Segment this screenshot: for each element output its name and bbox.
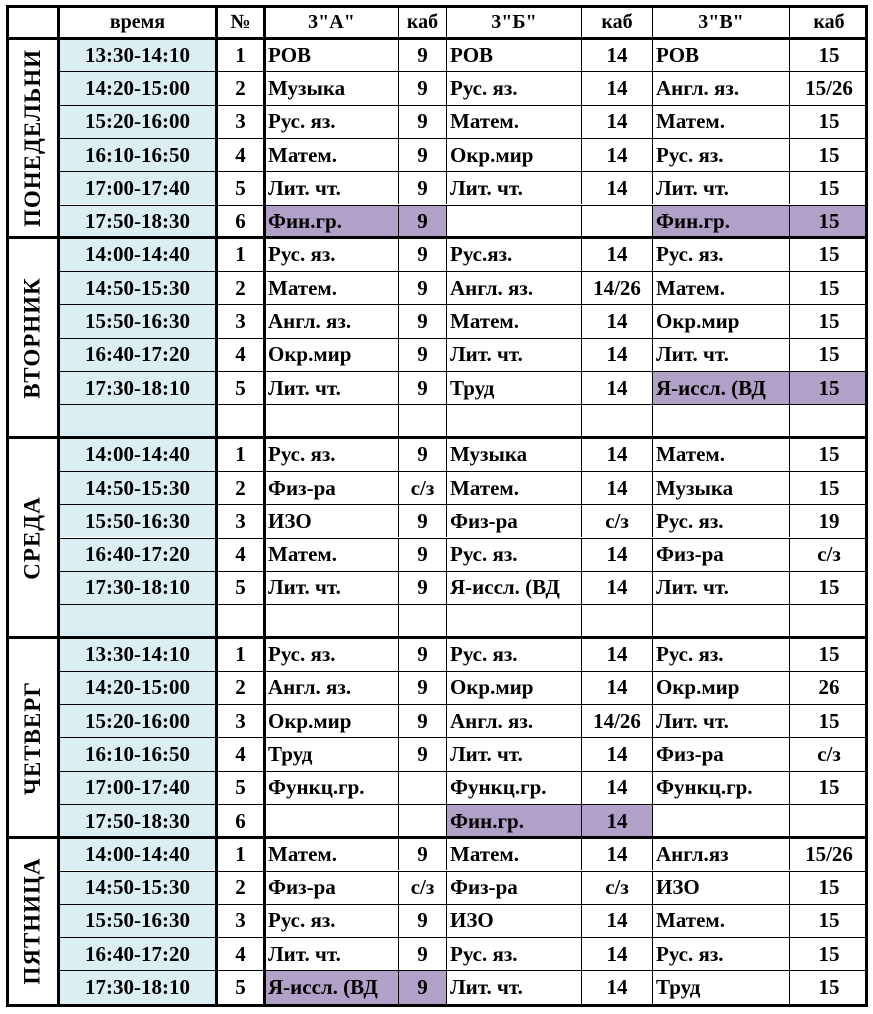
cell-time: 16:40-17:20 xyxy=(58,538,216,571)
cell-a: РОВ xyxy=(264,38,398,71)
cell-v-room: 15 xyxy=(789,704,868,737)
cell-time xyxy=(58,404,216,437)
header-class-a: 3"А" xyxy=(264,5,398,38)
cell-time: 14:20-15:00 xyxy=(58,71,216,104)
cell-num: 5 xyxy=(216,970,264,1003)
cell-num: 2 xyxy=(216,271,264,304)
cell-b: Матем. xyxy=(446,105,581,138)
cell-v: Функц.гр. xyxy=(652,771,789,804)
day-separator xyxy=(6,836,868,839)
cell-a: Матем. xyxy=(264,271,398,304)
cell-b: Лит. чт. xyxy=(446,171,581,204)
cell-a: Я-иссл. (ВД xyxy=(264,970,398,1003)
cell-num: 4 xyxy=(216,737,264,770)
cell-b xyxy=(446,404,581,437)
cell-v: Матем. xyxy=(652,105,789,138)
cell-v-room: 15 xyxy=(789,771,868,804)
cell-v: Рус. яз. xyxy=(652,937,789,970)
cell-b: Лит. чт. xyxy=(446,970,581,1003)
cell-v-room: 15 xyxy=(789,904,868,937)
cell-v: Рус. яз. xyxy=(652,504,789,537)
cell-num: 4 xyxy=(216,138,264,171)
header-time: время xyxy=(58,5,216,38)
cell-b: Матем. xyxy=(446,837,581,870)
cell-b-room xyxy=(581,604,652,637)
cell-a: Фин.гр. xyxy=(264,205,398,238)
cell-a-room: 9 xyxy=(398,38,446,71)
cell-v: Лит. чт. xyxy=(652,571,789,604)
cell-v-room xyxy=(789,604,868,637)
cell-b-room: 14 xyxy=(581,737,652,770)
cell-a: Окр.мир xyxy=(264,704,398,737)
cell-a: Матем. xyxy=(264,538,398,571)
cell-v: Музыка xyxy=(652,471,789,504)
cell-v-room: 15/26 xyxy=(789,71,868,104)
cell-time: 17:50-18:30 xyxy=(58,205,216,238)
cell-v: Труд xyxy=(652,970,789,1003)
cell-time: 14:00-14:40 xyxy=(58,837,216,870)
cell-a: Музыка xyxy=(264,71,398,104)
day-name: СРЕДА xyxy=(19,496,45,580)
cell-a-room: 9 xyxy=(398,504,446,537)
day-separator xyxy=(6,636,868,639)
cell-v xyxy=(652,804,789,837)
cell-num: 3 xyxy=(216,704,264,737)
cell-b: ИЗО xyxy=(446,904,581,937)
cell-v: Лит. чт. xyxy=(652,171,789,204)
cell-a-room xyxy=(398,604,446,637)
day-name: ЧЕТВЕРГ xyxy=(19,680,45,795)
cell-b-room: 14 xyxy=(581,671,652,704)
cell-time: 15:20-16:00 xyxy=(58,704,216,737)
header-room-a: каб xyxy=(398,5,446,38)
cell-time xyxy=(58,604,216,637)
cell-v-room: 15 xyxy=(789,138,868,171)
cell-a-room: 9 xyxy=(398,571,446,604)
cell-b: РОВ xyxy=(446,38,581,71)
cell-v-room: 15 xyxy=(789,205,868,238)
cell-b-room: 14 xyxy=(581,238,652,271)
header-class-v: 3"В" xyxy=(652,5,789,38)
cell-b: Лит. чт. xyxy=(446,338,581,371)
day-label xyxy=(6,38,58,238)
cell-num: 2 xyxy=(216,71,264,104)
cell-a-room: 9 xyxy=(398,837,446,870)
cell-b-room xyxy=(581,205,652,238)
cell-a: Рус. яз. xyxy=(264,238,398,271)
cell-v-room: 15 xyxy=(789,970,868,1003)
cell-num: 2 xyxy=(216,671,264,704)
cell-time: 13:30-14:10 xyxy=(58,637,216,670)
cell-a: ИЗО xyxy=(264,504,398,537)
cell-b: Функц.гр. xyxy=(446,771,581,804)
cell-v-room: 15 xyxy=(789,871,868,904)
cell-b-room: 14 xyxy=(581,937,652,970)
cell-v: Окр.мир xyxy=(652,304,789,337)
cell-v: Лит. чт. xyxy=(652,338,789,371)
cell-num: 5 xyxy=(216,371,264,404)
cell-v: Рус. яз. xyxy=(652,138,789,171)
cell-num: 3 xyxy=(216,304,264,337)
cell-b: Окр.мир xyxy=(446,671,581,704)
cell-a-room: 9 xyxy=(398,737,446,770)
cell-time: 17:00-17:40 xyxy=(58,171,216,204)
day-separator xyxy=(6,37,868,40)
cell-b: Музыка xyxy=(446,438,581,471)
cell-num: 5 xyxy=(216,171,264,204)
cell-time: 17:30-18:10 xyxy=(58,371,216,404)
cell-b-room: 14 xyxy=(581,105,652,138)
cell-v-room: 15 xyxy=(789,238,868,271)
cell-a-room: 9 xyxy=(398,637,446,670)
cell-b-room: с/з xyxy=(581,871,652,904)
day-separator xyxy=(6,236,868,239)
cell-a xyxy=(264,604,398,637)
cell-b-room: 14 xyxy=(581,904,652,937)
cell-time: 15:20-16:00 xyxy=(58,105,216,138)
cell-b: Я-иссл. (ВД xyxy=(446,571,581,604)
cell-v-room xyxy=(789,404,868,437)
cell-num xyxy=(216,404,264,437)
cell-num: 5 xyxy=(216,571,264,604)
cell-a: Лит. чт. xyxy=(264,571,398,604)
cell-b-room: с/з xyxy=(581,504,652,537)
cell-b-room: 14 xyxy=(581,71,652,104)
cell-a: Рус. яз. xyxy=(264,904,398,937)
day-label xyxy=(6,238,58,438)
cell-v-room: 15 xyxy=(789,637,868,670)
header-room-b: каб xyxy=(581,5,652,38)
cell-b-room: 14/26 xyxy=(581,704,652,737)
cell-b-room: 14 xyxy=(581,438,652,471)
cell-v-room: 15 xyxy=(789,338,868,371)
cell-a-room: 9 xyxy=(398,538,446,571)
cell-a: Рус. яз. xyxy=(264,438,398,471)
day-label xyxy=(6,637,58,837)
day-name: ПЯТНИЦА xyxy=(19,857,45,985)
cell-a-room xyxy=(398,804,446,837)
day-label xyxy=(6,438,58,638)
cell-time: 14:50-15:30 xyxy=(58,871,216,904)
cell-time: 14:20-15:00 xyxy=(58,671,216,704)
cell-time: 13:30-14:10 xyxy=(58,38,216,71)
cell-v-room: 15/26 xyxy=(789,837,868,870)
cell-time: 14:00-14:40 xyxy=(58,438,216,471)
cell-num: 1 xyxy=(216,38,264,71)
cell-b xyxy=(446,604,581,637)
cell-time: 15:50-16:30 xyxy=(58,504,216,537)
cell-v-room: 26 xyxy=(789,671,868,704)
column-separator xyxy=(57,5,60,1007)
header-class-b: 3"Б" xyxy=(446,5,581,38)
cell-v-room: 15 xyxy=(789,438,868,471)
cell-num: 6 xyxy=(216,804,264,837)
cell-b-room xyxy=(581,404,652,437)
cell-time: 17:30-18:10 xyxy=(58,571,216,604)
cell-v-room: 19 xyxy=(789,504,868,537)
cell-v: Англ.яз xyxy=(652,837,789,870)
cell-b: Рус. яз. xyxy=(446,71,581,104)
cell-time: 16:10-16:50 xyxy=(58,737,216,770)
cell-b: Лит. чт. xyxy=(446,737,581,770)
cell-v: Фин.гр. xyxy=(652,205,789,238)
cell-b-room: 14 xyxy=(581,138,652,171)
cell-v: ИЗО xyxy=(652,871,789,904)
cell-a-room: 9 xyxy=(398,338,446,371)
cell-num: 2 xyxy=(216,871,264,904)
cell-a-room: с/з xyxy=(398,871,446,904)
cell-b-room: 14 xyxy=(581,538,652,571)
header-room-v: каб xyxy=(789,5,868,38)
cell-a: Рус. яз. xyxy=(264,637,398,670)
cell-num: 4 xyxy=(216,338,264,371)
cell-v-room: 15 xyxy=(789,304,868,337)
cell-v-room: 15 xyxy=(789,38,868,71)
cell-a xyxy=(264,804,398,837)
column-separator xyxy=(263,5,266,1007)
day-name: ВТОРНИК xyxy=(19,277,45,399)
cell-b-room: 14 xyxy=(581,471,652,504)
header-number: № xyxy=(216,5,264,38)
cell-a: Физ-ра xyxy=(264,871,398,904)
cell-a-room: 9 xyxy=(398,371,446,404)
cell-num: 3 xyxy=(216,504,264,537)
cell-a-room: 9 xyxy=(398,171,446,204)
cell-v: Я-иссл. (ВД xyxy=(652,371,789,404)
cell-a-room: 9 xyxy=(398,304,446,337)
cell-b: Фин.гр. xyxy=(446,804,581,837)
cell-a-room: 9 xyxy=(398,105,446,138)
cell-num: 2 xyxy=(216,471,264,504)
cell-b-room: 14 xyxy=(581,338,652,371)
cell-v-room: 15 xyxy=(789,471,868,504)
cell-b-room: 14 xyxy=(581,970,652,1003)
column-separator xyxy=(215,5,218,1007)
day-separator xyxy=(6,436,868,439)
cell-time: 14:50-15:30 xyxy=(58,471,216,504)
cell-b: Труд xyxy=(446,371,581,404)
cell-v-room: 15 xyxy=(789,371,868,404)
cell-a: Англ. яз. xyxy=(264,671,398,704)
cell-v: Рус. яз. xyxy=(652,238,789,271)
cell-num: 3 xyxy=(216,904,264,937)
cell-v xyxy=(652,604,789,637)
cell-v: Физ-ра xyxy=(652,538,789,571)
cell-b: Матем. xyxy=(446,471,581,504)
cell-v-room: 15 xyxy=(789,571,868,604)
cell-time: 17:30-18:10 xyxy=(58,970,216,1003)
cell-b-room: 14 xyxy=(581,304,652,337)
cell-num: 1 xyxy=(216,637,264,670)
cell-b-room: 14 xyxy=(581,837,652,870)
cell-v-room: 15 xyxy=(789,271,868,304)
cell-a: Англ. яз. xyxy=(264,304,398,337)
cell-v xyxy=(652,404,789,437)
cell-num xyxy=(216,604,264,637)
cell-a: Труд xyxy=(264,737,398,770)
cell-a-room xyxy=(398,404,446,437)
cell-time: 16:10-16:50 xyxy=(58,138,216,171)
cell-num: 4 xyxy=(216,937,264,970)
cell-b: Физ-ра xyxy=(446,504,581,537)
cell-v-room: 15 xyxy=(789,937,868,970)
cell-a-room: 9 xyxy=(398,71,446,104)
cell-a: Лит. чт. xyxy=(264,171,398,204)
cell-time: 16:40-17:20 xyxy=(58,937,216,970)
cell-b-room: 14 xyxy=(581,637,652,670)
cell-b-room: 14 xyxy=(581,371,652,404)
cell-b-room: 14 xyxy=(581,771,652,804)
cell-v-room: с/з xyxy=(789,737,868,770)
cell-v: Физ-ра xyxy=(652,737,789,770)
cell-a: Функц.гр. xyxy=(264,771,398,804)
cell-v: Матем. xyxy=(652,271,789,304)
cell-b-room: 14 xyxy=(581,571,652,604)
cell-v: Лит. чт. xyxy=(652,704,789,737)
cell-b: Рус. яз. xyxy=(446,637,581,670)
cell-time: 14:00-14:40 xyxy=(58,238,216,271)
cell-a: Матем. xyxy=(264,837,398,870)
cell-time: 14:50-15:30 xyxy=(58,271,216,304)
cell-time: 15:50-16:30 xyxy=(58,904,216,937)
cell-a: Матем. xyxy=(264,138,398,171)
cell-a xyxy=(264,404,398,437)
cell-b: Рус.яз. xyxy=(446,238,581,271)
cell-a-room: 9 xyxy=(398,238,446,271)
cell-a-room: 9 xyxy=(398,671,446,704)
cell-v: Окр.мир xyxy=(652,671,789,704)
cell-num: 6 xyxy=(216,205,264,238)
cell-b: Окр.мир xyxy=(446,138,581,171)
cell-b-room: 14/26 xyxy=(581,271,652,304)
cell-v-room: с/з xyxy=(789,538,868,571)
cell-a-room: 9 xyxy=(398,904,446,937)
cell-a-room: 9 xyxy=(398,970,446,1003)
cell-v: Англ. яз. xyxy=(652,71,789,104)
cell-b: Физ-ра xyxy=(446,871,581,904)
cell-num: 1 xyxy=(216,238,264,271)
cell-time: 16:40-17:20 xyxy=(58,338,216,371)
cell-v-room: 15 xyxy=(789,171,868,204)
cell-a-room xyxy=(398,771,446,804)
cell-v-room: 15 xyxy=(789,105,868,138)
cell-a-room: 9 xyxy=(398,205,446,238)
day-name: ПОНЕДЕЛЬНИ xyxy=(19,49,45,228)
cell-a: Лит. чт. xyxy=(264,371,398,404)
cell-b-room: 14 xyxy=(581,804,652,837)
cell-v: Матем. xyxy=(652,438,789,471)
cell-v: РОВ xyxy=(652,38,789,71)
cell-a-room: 9 xyxy=(398,937,446,970)
cell-num: 5 xyxy=(216,771,264,804)
cell-num: 4 xyxy=(216,538,264,571)
cell-v: Рус. яз. xyxy=(652,637,789,670)
cell-a-room: 9 xyxy=(398,438,446,471)
cell-b: Англ. яз. xyxy=(446,271,581,304)
cell-b: Рус. яз. xyxy=(446,937,581,970)
cell-b-room: 14 xyxy=(581,38,652,71)
cell-time: 17:00-17:40 xyxy=(58,771,216,804)
day-label xyxy=(6,837,58,1004)
cell-b: Матем. xyxy=(446,304,581,337)
cell-v-room xyxy=(789,804,868,837)
cell-a-room: с/з xyxy=(398,471,446,504)
cell-a: Лит. чт. xyxy=(264,937,398,970)
cell-num: 1 xyxy=(216,837,264,870)
cell-a: Окр.мир xyxy=(264,338,398,371)
cell-a-room: 9 xyxy=(398,271,446,304)
cell-a: Рус. яз. xyxy=(264,105,398,138)
cell-num: 3 xyxy=(216,105,264,138)
cell-time: 15:50-16:30 xyxy=(58,304,216,337)
cell-b-room: 14 xyxy=(581,171,652,204)
cell-num: 1 xyxy=(216,438,264,471)
cell-v: Матем. xyxy=(652,904,789,937)
cell-a-room: 9 xyxy=(398,138,446,171)
cell-b: Рус. яз. xyxy=(446,538,581,571)
cell-b: Англ. яз. xyxy=(446,704,581,737)
cell-b xyxy=(446,205,581,238)
cell-time: 17:50-18:30 xyxy=(58,804,216,837)
schedule-table xyxy=(6,5,868,1007)
header-corner xyxy=(6,5,58,38)
cell-a: Физ-ра xyxy=(264,471,398,504)
cell-a-room: 9 xyxy=(398,704,446,737)
